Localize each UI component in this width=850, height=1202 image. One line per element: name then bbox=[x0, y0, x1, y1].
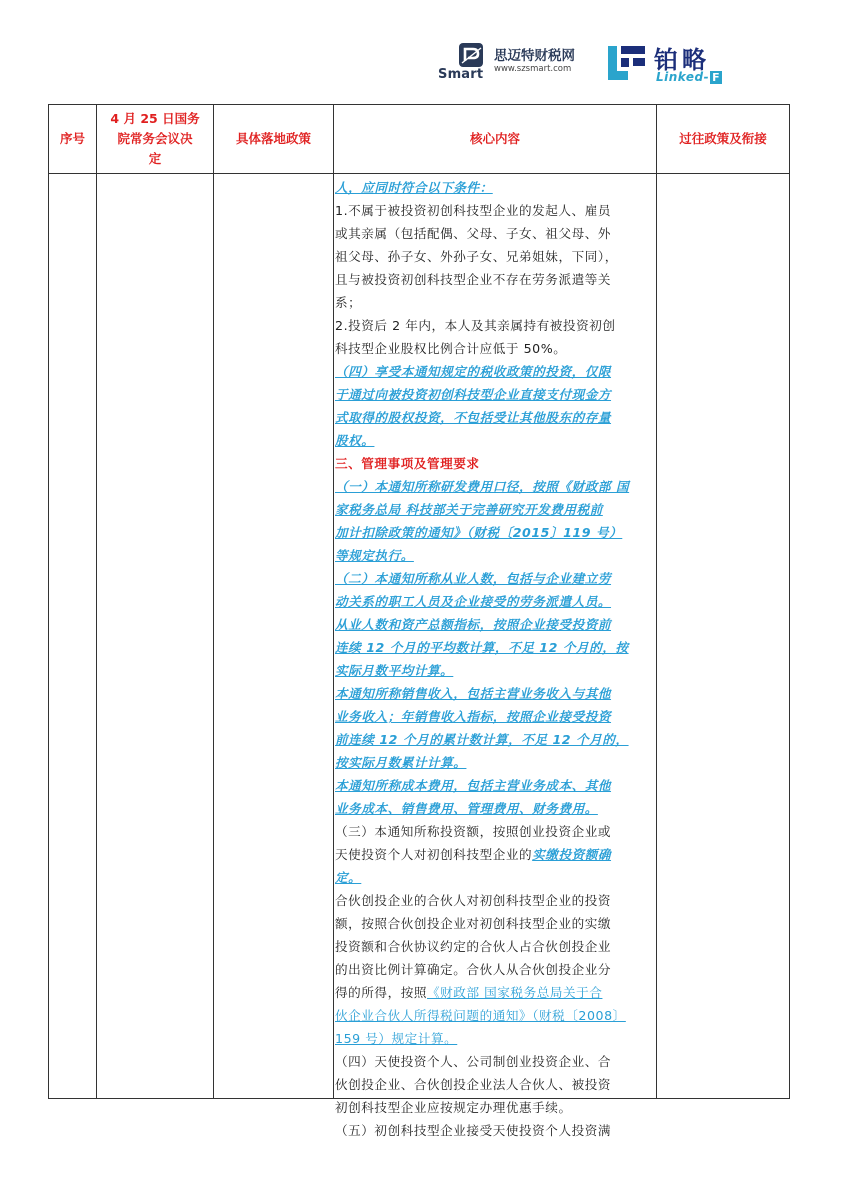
core-text-line: 祖父母、孙子女、外孙子女、兄弟姐妹，下同）， bbox=[335, 249, 618, 264]
core-text-line: （四）享受本通知规定的税收政策的投资，仅限 bbox=[335, 364, 612, 379]
column-divider bbox=[333, 105, 334, 1098]
header-seq-label: 序号 bbox=[59, 131, 85, 146]
core-text-line bbox=[335, 981, 657, 1004]
policy-table bbox=[48, 104, 790, 1138]
core-text-line: （四）天使投资个人、公司制创业投资企业、合 bbox=[335, 1054, 612, 1069]
column-divider bbox=[213, 105, 214, 1098]
header-policy-label: 具体落地政策 bbox=[235, 131, 311, 146]
core-text-segment: 伙企业合伙人所得税问题的通知》（财税〔2008〕 bbox=[335, 1008, 626, 1023]
linked-f-logo-icon bbox=[606, 42, 648, 84]
szs-site-url: www.szsmart.com bbox=[494, 64, 572, 74]
header-decision-line: 院常务会议决 bbox=[117, 131, 193, 146]
core-text-line: 动关系的职工人员及企业接受的劳务派遣人员。 bbox=[335, 594, 612, 609]
smart-brand-text: Smart bbox=[438, 67, 484, 82]
core-text-line: 家税务总局 科技部关于完善研究开发费用税前 bbox=[335, 502, 603, 517]
header-prior bbox=[657, 105, 789, 173]
header-decision-line: 定 bbox=[148, 151, 162, 166]
header-decision-line: 4 月 25 日国务 bbox=[110, 111, 200, 126]
header-core bbox=[334, 105, 656, 173]
core-text-line: 本通知所称销售收入，包括主营业务收入与其他 bbox=[335, 686, 612, 701]
core-text-segment: 159 号） bbox=[335, 1031, 392, 1046]
core-text-segment: 天使投资个人对初创科技型企业的 bbox=[335, 847, 533, 862]
core-text-line bbox=[335, 843, 657, 866]
smart-logo-icon bbox=[458, 42, 484, 68]
core-text-segment: 规定计算。 bbox=[391, 1031, 458, 1046]
header-seq bbox=[49, 105, 96, 173]
core-text-line: （一）本通知所称研发费用口径，按照《财政部 国 bbox=[335, 479, 630, 494]
core-text-line: 股权。 bbox=[335, 433, 375, 448]
header-divider bbox=[49, 173, 789, 174]
header-prior-label: 过往政策及衔接 bbox=[679, 131, 767, 146]
header-decision bbox=[97, 105, 213, 173]
core-text-line: 科技型企业股权比例合计应低于 50%。 bbox=[335, 341, 567, 356]
core-text-line: 按实际月数累计计算。 bbox=[335, 755, 467, 770]
core-text-line: 合伙创投企业的合伙人对初创科技型企业的投资 bbox=[335, 893, 612, 908]
core-text-line bbox=[335, 1027, 657, 1050]
core-text-line: 2.投资后 2 年内，本人及其亲属持有被投资初创 bbox=[335, 318, 616, 333]
linked-en-box: F bbox=[712, 71, 721, 84]
linked-cn-name: 铂略 bbox=[654, 46, 710, 74]
core-text-line: 于通过向被投资初创科技型企业直接支付现金方 bbox=[335, 387, 612, 402]
column-divider bbox=[96, 105, 97, 1098]
core-text-line: （二）本通知所称从业人数，包括与企业建立劳 bbox=[335, 571, 612, 586]
header-decision-label bbox=[110, 109, 199, 169]
core-text-line: 系； bbox=[335, 295, 362, 310]
core-text-segment: 实缴投资额确 bbox=[532, 847, 612, 862]
core-text-line: 三、管理事项及管理要求 bbox=[335, 456, 480, 471]
core-text-segment: 《财政部 国家税务总局关于合 bbox=[427, 985, 603, 1000]
core-text-line: 初创科技型企业应按规定办理优惠手续。 bbox=[335, 1100, 572, 1115]
core-text-line: 前连续 12 个月的累计数计算，不足 12 个月的， bbox=[335, 732, 629, 747]
core-text-segment: 得的所得，按照 bbox=[335, 985, 428, 1000]
core-text-line: 额，按照合伙创投企业对初创科技型企业的实缴 bbox=[335, 916, 612, 931]
header-core-label: 核心内容 bbox=[469, 131, 520, 146]
core-content-cell bbox=[335, 176, 657, 1142]
core-text-line: 人，应同时符合以下条件： bbox=[335, 180, 493, 195]
core-text-line: 投资额和合伙协议约定的合伙人占合伙创投企业 bbox=[335, 939, 612, 954]
core-text-line: 伙创投企业、合伙创投企业法人合伙人、被投资 bbox=[335, 1077, 612, 1092]
core-text-line: （五）初创科技型企业接受天使投资个人投资满 bbox=[335, 1123, 612, 1138]
core-text-line bbox=[335, 1004, 657, 1027]
szs-site-name: 思迈特财税网 bbox=[494, 48, 575, 64]
header-logos bbox=[438, 40, 738, 88]
core-text-line: 或其亲属（包括配偶、父母、子女、祖父母、外 bbox=[335, 226, 612, 241]
core-text-line: 的出资比例计算确定。合伙人从合伙创投企业分 bbox=[335, 962, 612, 977]
core-text-line: 1.不属于被投资初创科技型企业的发起人、雇员 bbox=[335, 203, 611, 218]
core-text-line: 且与被投资初创科技型企业不存在劳务派遣等关 bbox=[335, 272, 612, 287]
core-text-line: 实际月数平均计算。 bbox=[335, 663, 454, 678]
core-text-line: 加计扣除政策的通知》（财税〔2015〕119 号） bbox=[335, 525, 623, 540]
core-text-line: 连续 12 个月的平均数计算，不足 12 个月的，按 bbox=[335, 640, 629, 655]
core-text-line: 式取得的股权投资，不包括受让其他股东的存量 bbox=[335, 410, 612, 425]
core-text-line: 等规定执行。 bbox=[335, 548, 414, 563]
core-text-line: （三）本通知所称投资额，按照创业投资企业或 bbox=[335, 824, 612, 839]
core-text-line: 本通知所称成本费用，包括主营业务成本、其他 bbox=[335, 778, 612, 793]
header-policy bbox=[214, 105, 333, 173]
core-text-line: 从业人数和资产总额指标，按照企业接受投资前 bbox=[335, 617, 612, 632]
linked-en-name bbox=[656, 70, 722, 84]
linked-en-text: Linked- bbox=[656, 70, 710, 84]
core-text-line: 业务成本、销售费用、管理费用、财务费用。 bbox=[335, 801, 598, 816]
core-text-line: 业务收入；年销售收入指标，按照企业接受投资 bbox=[335, 709, 612, 724]
core-text-line: 定。 bbox=[335, 870, 362, 885]
